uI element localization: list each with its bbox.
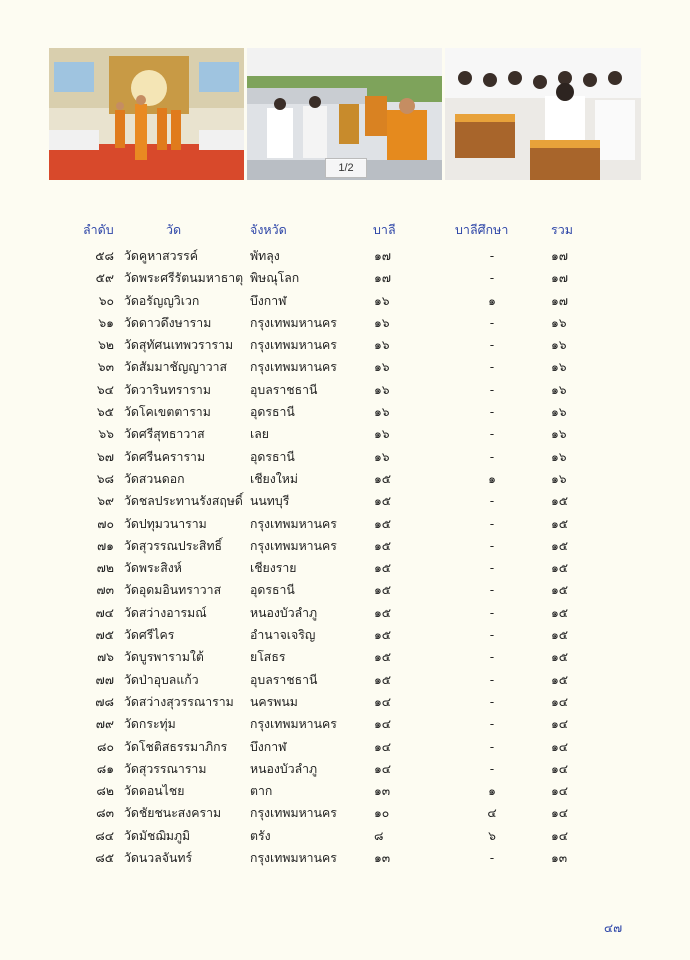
wat-name: วัดปทุมวนาราม (124, 516, 207, 531)
total-count: ๑๗ (551, 271, 569, 286)
wat-name: วัดโคเขตตาราม (124, 405, 211, 420)
table-row (0, 648, 690, 670)
pali-sueksa-count: - (489, 249, 495, 263)
total-count: ๑๔ (551, 761, 569, 776)
row-number: ๗๐ (97, 516, 114, 531)
pali-count: ๑๕ (374, 494, 392, 509)
wat-name: วัดชลประทานรังสฤษดิ์ (124, 494, 243, 509)
pali-count: ๑๗ (374, 271, 392, 286)
header-pali: บาลี (373, 222, 396, 237)
province: กรุงเทพมหานคร (250, 315, 337, 330)
pali-sueksa-count: - (489, 672, 495, 687)
pali-count: ๑๔ (374, 761, 392, 776)
row-number: ๗๘ (95, 694, 114, 709)
row-number: ๖๕ (96, 405, 114, 420)
pali-sueksa-count: - (489, 851, 495, 866)
total-count: ๑๕ (551, 494, 569, 509)
wat-name: วัดมัชฌิมภูมิ (124, 828, 191, 843)
pali-sueksa-count: - (489, 605, 495, 620)
photo-strip (49, 48, 641, 180)
wat-name: วัดพระสิงห์ (124, 561, 182, 576)
wat-name: วัดชัยชนะสงคราม (124, 806, 222, 821)
pali-count: ๑๖ (374, 315, 390, 330)
province: บึงกาฬ (250, 739, 287, 754)
pali-count: ๑๕ (374, 471, 392, 486)
total-count: ๑๖ (551, 405, 567, 420)
total-count: ๑๗ (551, 249, 569, 263)
pali-sueksa-count: - (489, 315, 495, 330)
table-header (0, 220, 690, 238)
row-number: ๗๑ (96, 538, 114, 553)
province: อำนาจเจริญ (250, 628, 316, 643)
photo-counter-badge: 1/2 (325, 158, 367, 178)
wat-name: วัดสว่างอารมณ์ (124, 605, 207, 620)
monks-procession-photo (49, 48, 244, 180)
pali-sueksa-count: - (489, 516, 495, 531)
table-row (0, 782, 690, 804)
province: กรุงเทพมหานคร (250, 806, 337, 821)
wat-name: วัดกระทุ่ม (124, 717, 176, 732)
row-number: ๘๑ (96, 761, 114, 776)
total-count: ๑๕ (551, 516, 569, 531)
pali-count: ๑๕ (374, 672, 392, 687)
total-count: ๑๔ (551, 828, 569, 843)
pali-count: ๑๕ (374, 650, 392, 665)
wat-name: วัดโชติสธรรมาภิกร (124, 739, 228, 754)
pali-count: ๑๔ (374, 739, 392, 754)
pali-sueksa-count: - (489, 739, 495, 754)
row-number: ๗๖ (96, 650, 114, 665)
page-number: ๔๗ (604, 921, 623, 935)
pali-count: ๑๓ (374, 784, 391, 799)
pali-sueksa-count: ๑ (488, 471, 496, 486)
wat-name: วัดสัมมาชัญญาวาส (124, 360, 228, 375)
total-count: ๑๖ (551, 315, 567, 330)
table-row (0, 738, 690, 760)
province: นครพนม (250, 694, 298, 709)
pali-count: ๑๖ (374, 405, 390, 420)
pali-sueksa-count: - (489, 494, 495, 509)
province: ยโสธร (250, 650, 286, 665)
pali-count: ๑๕ (374, 605, 392, 620)
wat-name: วัดดาวดึงษาราม (124, 315, 212, 330)
pali-sueksa-count: - (489, 717, 495, 732)
header-no: ลำดับ (83, 222, 114, 237)
pali-count: ๑๖ (374, 449, 390, 464)
pali-count: ๑๕ (374, 583, 392, 598)
row-number: ๖๒ (98, 338, 114, 353)
row-number: ๖๗ (96, 449, 114, 464)
province: กรุงเทพมหานคร (250, 360, 337, 375)
total-count: ๑๓ (551, 851, 568, 866)
province: อุดรธานี (250, 583, 295, 598)
wat-name: วัดสุวรรณาราม (124, 761, 207, 776)
province: กรุงเทพมหานคร (250, 538, 337, 553)
table-row (0, 804, 690, 826)
total-count: ๑๖ (551, 427, 567, 442)
row-number: ๖๙ (97, 494, 114, 509)
row-number: ๖๖ (98, 427, 114, 442)
total-count: ๑๕ (551, 650, 569, 665)
table-row (0, 581, 690, 603)
pali-count: ๑๕ (374, 538, 392, 553)
province: นนทบุรี (250, 494, 290, 509)
row-number: ๖๐ (98, 293, 114, 308)
monks-receiving-offerings-photo (247, 48, 442, 180)
total-count: ๑๖ (551, 449, 567, 464)
table-row (0, 849, 690, 871)
row-number: ๖๘ (96, 471, 114, 486)
total-count: ๑๖ (551, 471, 567, 486)
wat-name: วัดอรัญญวิเวก (124, 293, 200, 308)
pali-sueksa-count: ๑ (488, 293, 496, 308)
province: กรุงเทพมหานคร (250, 516, 337, 531)
table-row (0, 559, 690, 581)
table-row (0, 269, 690, 291)
pali-sueksa-count: - (489, 650, 495, 665)
table-row (0, 604, 690, 626)
table-row (0, 715, 690, 737)
row-number: ๘๔ (95, 828, 114, 843)
header-total: รวม (551, 222, 573, 237)
province: อุบลราชธานี (250, 672, 318, 687)
province: บึงกาฬ (250, 293, 287, 308)
table-row (0, 425, 690, 447)
wat-name: วัดป่าอุบลแก้ว (124, 672, 199, 687)
total-count: ๑๕ (551, 538, 569, 553)
total-count: ๑๖ (551, 360, 567, 375)
pali-count: ๑๗ (374, 249, 392, 263)
total-count: ๑๔ (551, 739, 569, 754)
pali-sueksa-count: - (489, 694, 495, 709)
table-row (0, 827, 690, 849)
pali-sueksa-count: - (489, 628, 495, 643)
total-count: ๑๔ (551, 717, 569, 732)
row-number: ๖๓ (97, 360, 114, 375)
row-number: ๗๔ (95, 605, 114, 620)
table-row (0, 358, 690, 380)
pali-count: ๑๕ (374, 516, 392, 531)
province: อุบลราชธานี (250, 382, 318, 397)
table-row (0, 448, 690, 470)
row-number: ๗๗ (95, 672, 114, 687)
table-row (0, 336, 690, 358)
row-number: ๕๘ (95, 249, 114, 263)
pali-sueksa-count: ๖ (488, 828, 496, 843)
total-count: ๑๕ (551, 628, 569, 643)
pali-sueksa-count: - (489, 583, 495, 598)
wat-name: วัดศรีนคราราม (124, 449, 206, 464)
province: หนองบัวลำภู (250, 605, 318, 620)
total-count: ๑๕ (551, 672, 569, 687)
table-row (0, 381, 690, 403)
row-number: ๖๔ (96, 382, 114, 397)
row-number: ๘๒ (96, 784, 114, 799)
province: กรุงเทพมหานคร (250, 717, 337, 732)
wat-name: วัดนวลจันทร์ (124, 851, 193, 866)
pali-count: ๑๔ (374, 717, 392, 732)
table-row (0, 537, 690, 559)
pali-sueksa-count: - (489, 405, 495, 420)
wat-name: วัดวารินทราราม (124, 382, 211, 397)
pali-sueksa-count: - (489, 271, 495, 286)
total-count: ๑๕ (551, 583, 569, 598)
pali-count: ๘ (374, 828, 384, 843)
wat-name: วัดคูหาสวรรค์ (124, 249, 198, 263)
pali-sueksa-count: - (489, 338, 495, 353)
wat-name: วัดสุวรรณประสิทธิ์ (124, 538, 223, 553)
pali-count: ๑๔ (374, 694, 392, 709)
province: เลย (250, 427, 269, 442)
province: ตาก (250, 784, 273, 799)
table-row (0, 470, 690, 492)
wat-name: วัดสวนดอก (124, 471, 185, 486)
province: เชียงราย (250, 561, 297, 576)
total-count: ๑๕ (551, 561, 569, 576)
row-number: ๘๕ (95, 851, 114, 866)
province: กรุงเทพมหานคร (250, 338, 337, 353)
header-pali-sueksa: บาลีศึกษา (455, 222, 509, 237)
pali-sueksa-count: - (489, 538, 495, 553)
table-row (0, 403, 690, 425)
table-row (0, 626, 690, 648)
header-wat: วัด (166, 222, 182, 237)
pali-count: ๑๖ (374, 382, 390, 397)
total-count: ๑๖ (551, 338, 567, 353)
pali-sueksa-count: - (489, 360, 495, 375)
table-row (0, 492, 690, 514)
row-number: ๗๓ (96, 583, 114, 598)
province: พิษณุโลก (250, 271, 300, 286)
table-row (0, 247, 690, 269)
total-count: ๑๔ (551, 694, 569, 709)
wat-name: วัดดอนไชย (124, 784, 185, 799)
table-row (0, 314, 690, 336)
wat-name: วัดศรีไคร (124, 628, 175, 643)
pali-sueksa-count: - (489, 427, 495, 442)
total-count: ๑๖ (551, 382, 567, 397)
province: อุดรธานี (250, 449, 295, 464)
wat-name: วัดสุทัศนเทพวราราม (124, 338, 234, 353)
wat-name: วัดบูรพารามใต้ (124, 650, 204, 665)
pali-sueksa-count: - (489, 382, 495, 397)
wat-name: วัดอุดมอินทราวาส (124, 583, 222, 598)
pali-count: ๑๕ (374, 628, 392, 643)
row-number: ๕๙ (95, 271, 114, 286)
total-count: ๑๔ (551, 784, 569, 799)
province: กรุงเทพมหานคร (250, 851, 337, 866)
province: ตรัง (250, 828, 271, 843)
table-row (0, 760, 690, 782)
total-count: ๑๕ (551, 605, 569, 620)
pali-count: ๑๖ (374, 427, 390, 442)
pali-sueksa-count: ๔ (487, 806, 497, 821)
row-number: ๗๕ (95, 628, 114, 643)
pali-count: ๑๖ (374, 293, 390, 308)
table-row (0, 515, 690, 537)
pali-count: ๑๖ (374, 338, 390, 353)
pali-count: ๑๖ (374, 360, 390, 375)
row-number: ๘๓ (96, 806, 114, 821)
pali-count: ๑๕ (374, 561, 392, 576)
province: เชียงใหม่ (250, 471, 298, 486)
wat-name: วัดพระศรีรัตนมหาธาตุ (124, 271, 244, 286)
table-row (0, 292, 690, 314)
table-row (0, 693, 690, 715)
total-count: ๑๗ (551, 293, 569, 308)
province: อุดรธานี (250, 405, 295, 420)
wat-name: วัดสว่างสุวรรณาราม (124, 694, 234, 709)
table-row (0, 671, 690, 693)
pali-sueksa-count: - (489, 761, 495, 776)
row-number: ๗๒ (96, 561, 114, 576)
pali-sueksa-count: - (489, 561, 495, 576)
devotees-with-offerings-photo (445, 48, 641, 180)
pali-count: ๑๓ (374, 851, 391, 866)
wat-name: วัดศรีสุทธาวาส (124, 427, 205, 442)
row-number: ๗๙ (95, 717, 114, 732)
table-body (0, 247, 690, 871)
pali-sueksa-count: ๑ (488, 784, 496, 799)
row-number: ๘๐ (97, 739, 114, 754)
total-count: ๑๔ (551, 806, 569, 821)
province: หนองบัวลำภู (250, 761, 318, 776)
pali-count: ๑๐ (374, 806, 390, 821)
header-province: จังหวัด (250, 222, 287, 237)
province: พัทลุง (250, 249, 280, 263)
row-number: ๖๑ (98, 315, 114, 330)
pali-sueksa-count: - (489, 449, 495, 464)
